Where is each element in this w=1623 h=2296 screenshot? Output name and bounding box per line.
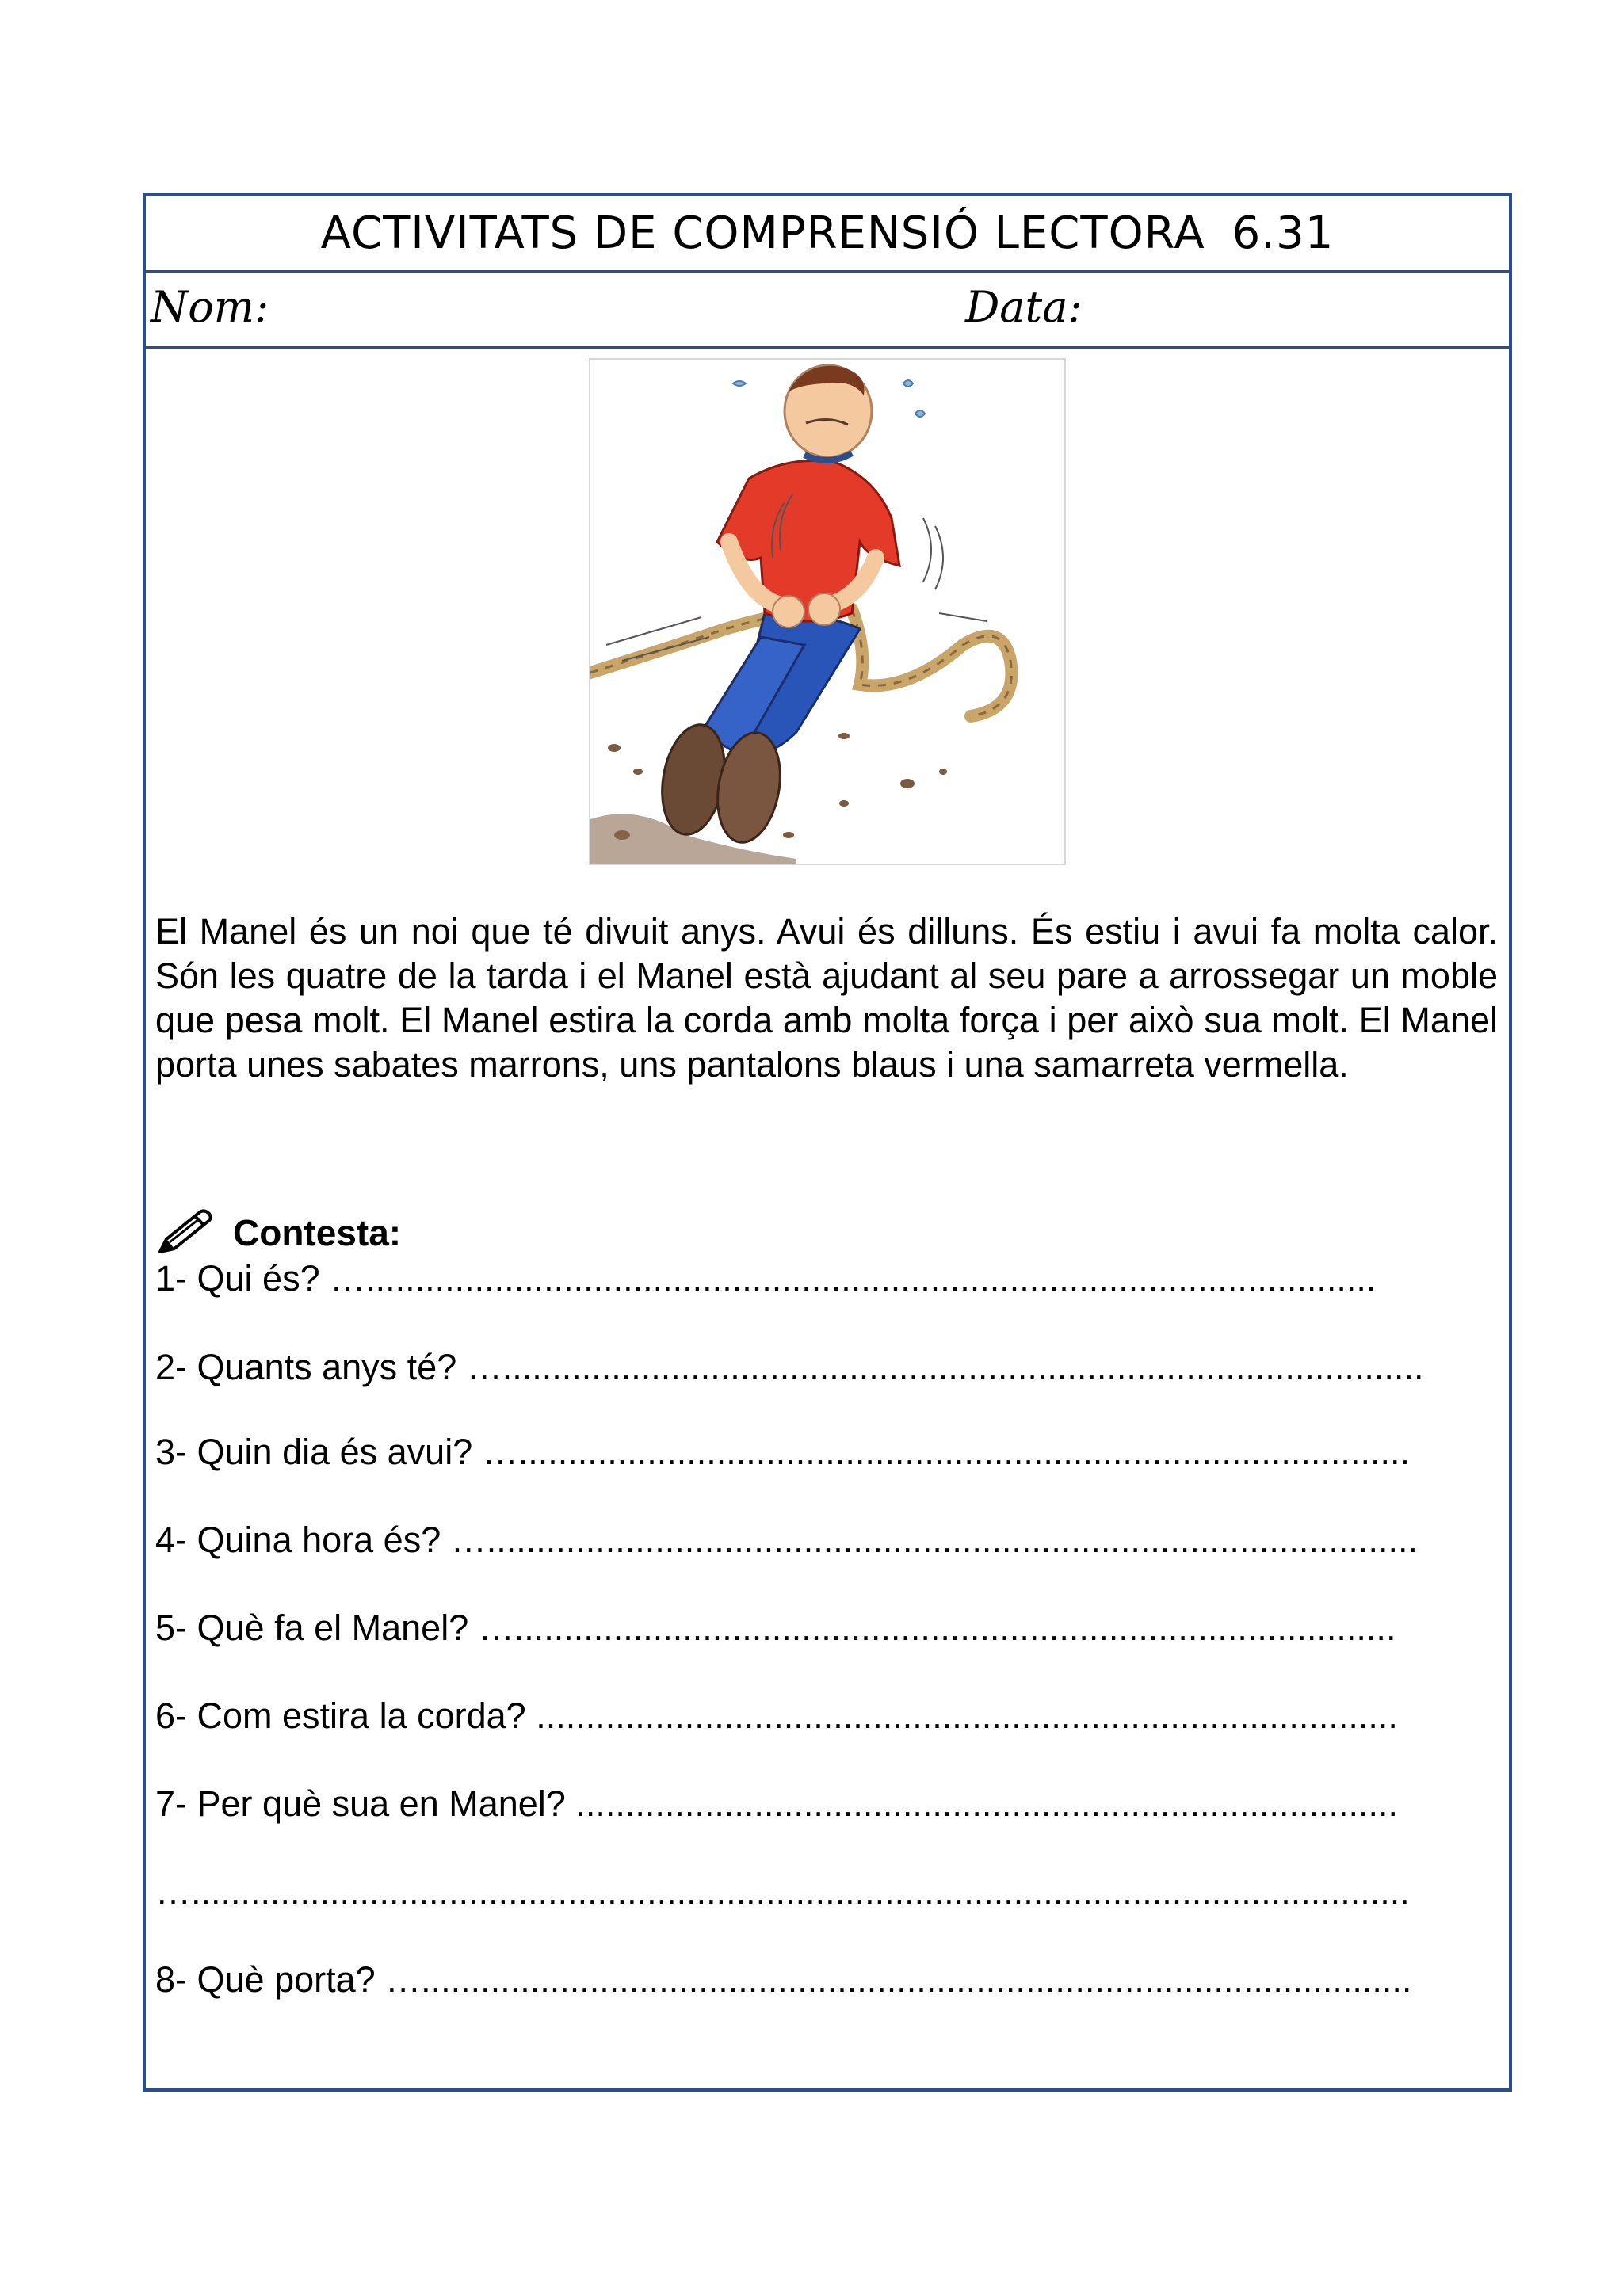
name-label: Nom: bbox=[151, 282, 269, 332]
worksheet bbox=[143, 193, 1512, 2092]
title-row bbox=[146, 196, 1509, 273]
question-3: 3- Quin dia és avui? ….......................................................................................... bbox=[155, 1432, 1410, 1472]
name-date-row bbox=[146, 273, 1509, 349]
question-4: 4- Quina hora és? ….............................................................................................. bbox=[155, 1520, 1418, 1560]
contesta-heading bbox=[155, 1209, 401, 1257]
boy-pulling-rope-illustration bbox=[589, 358, 1066, 865]
question-5: 5- Què fa el Manel? …......................................................................................... bbox=[155, 1608, 1396, 1648]
question-7: 7- Per què sua en Manel? ................................................................................... bbox=[155, 1783, 1399, 1824]
contesta-label: Contesta: bbox=[233, 1212, 402, 1253]
question-6: 6- Com estira la corda? ....................................................................................... bbox=[155, 1695, 1398, 1736]
reading-text: El Manel és un noi que té divuit anys. Avui és dilluns. És estiu i avui fa molta calor. Són les quatre de la tarda i el Manel està ajudant al seu pare a arrossegar un moble que pesa molt. El Manel estira la corda amb molta força i per això sua molt. El Manel porta unes sabates marrons, uns pantalons blaus i una samarreta vermella. bbox=[155, 911, 1498, 1085]
question-2: 2- Quants anys té? …............................................................................................. bbox=[155, 1347, 1424, 1387]
activity-number: 6.31 bbox=[1232, 208, 1335, 259]
page-title: ACTIVITATS DE COMPRENSIÓ LECTORA bbox=[320, 208, 1205, 259]
pencil-icon bbox=[155, 1209, 214, 1257]
answer-line-continued: …........................................................................................................................... bbox=[155, 1871, 1410, 1912]
question-1: 1- Qui és? …...................................................................................................... bbox=[155, 1258, 1377, 1299]
question-8: 8- Què porta? ….................................................................................................... bbox=[155, 1959, 1412, 2000]
date-label: Data: bbox=[965, 282, 1083, 332]
